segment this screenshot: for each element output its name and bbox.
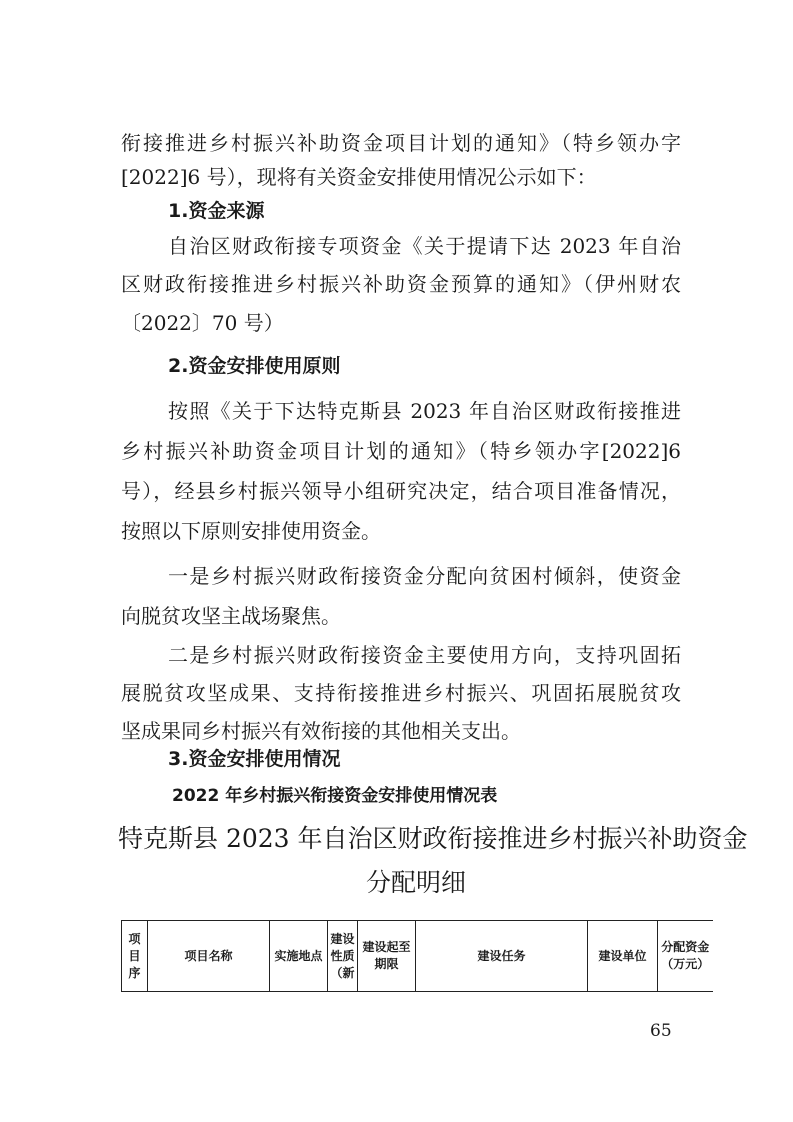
line-intro-1: 衔接推进乡村振兴补助资金项目计划的通知》（特乡领办字 bbox=[121, 131, 681, 155]
line-principle-2: 乡村振兴补助资金项目计划的通知》（特乡领办字[2022]6 bbox=[121, 439, 681, 463]
header-location: 实施地点 bbox=[270, 921, 328, 992]
line-principle-1: 按照《关于下达特克斯县 2023 年自治区财政衔接推进 bbox=[168, 399, 681, 423]
line-rule2-2: 展脱贫攻坚成果、支持衔接推进乡村振兴、巩固拓展脱贫攻 bbox=[121, 681, 681, 705]
line-source-2: 区财政衔接推进乡村振兴补助资金预算的通知》（伊州财农 bbox=[121, 272, 681, 296]
detail-title-line-2: 分配明细 bbox=[365, 868, 466, 897]
header-seq: 项目序 bbox=[122, 921, 148, 992]
line-source-3: 〔2022〕70 号） bbox=[121, 311, 284, 335]
header-project-name: 项目名称 bbox=[148, 921, 270, 992]
line-principle-4: 按照以下原则安排使用资金。 bbox=[121, 519, 381, 543]
page-number: 65 bbox=[650, 1021, 672, 1041]
line-rule2-3: 坚成果同乡村振兴有效衔接的其他相关支出。 bbox=[121, 719, 521, 743]
line-rule2-1: 二是乡村振兴财政衔接资金主要使用方向，支持巩固拓 bbox=[168, 643, 681, 667]
detail-title-line-1: 特克斯县 2023 年自治区财政衔接推进乡村振兴补助资金 bbox=[118, 824, 748, 853]
header-funds: 分配资金（万元） bbox=[658, 921, 713, 992]
header-period: 建设起至期限 bbox=[358, 921, 416, 992]
line-rule1-1: 一是乡村振兴财政衔接资金分配向贫困村倾斜，使资金 bbox=[168, 564, 681, 588]
line-intro-2: [2022]6 号），现将有关资金安排使用情况公示如下： bbox=[121, 165, 597, 189]
section-heading-principles: 2.资金安排使用原则 bbox=[168, 355, 341, 377]
section-heading-usage: 3.资金安排使用情况 bbox=[168, 748, 341, 770]
header-unit: 建设单位 bbox=[588, 921, 658, 992]
section-heading-funding-source: 1.资金来源 bbox=[168, 200, 265, 222]
header-task: 建设任务 bbox=[416, 921, 588, 992]
header-nature: 建设性质（新 bbox=[328, 921, 358, 992]
line-source-1: 自治区财政衔接专项资金《关于提请下达 2023 年自治 bbox=[168, 234, 681, 258]
line-rule1-2: 向脱贫攻坚主战场聚焦。 bbox=[121, 604, 341, 628]
line-principle-3: 号），经县乡村振兴领导小组研究决定，结合项目准备情况， bbox=[121, 479, 681, 503]
table-header-row bbox=[122, 921, 713, 992]
table-caption: 2022 年乡村振兴衔接资金安排使用情况表 bbox=[172, 786, 498, 806]
allocation-detail-table bbox=[121, 920, 713, 992]
